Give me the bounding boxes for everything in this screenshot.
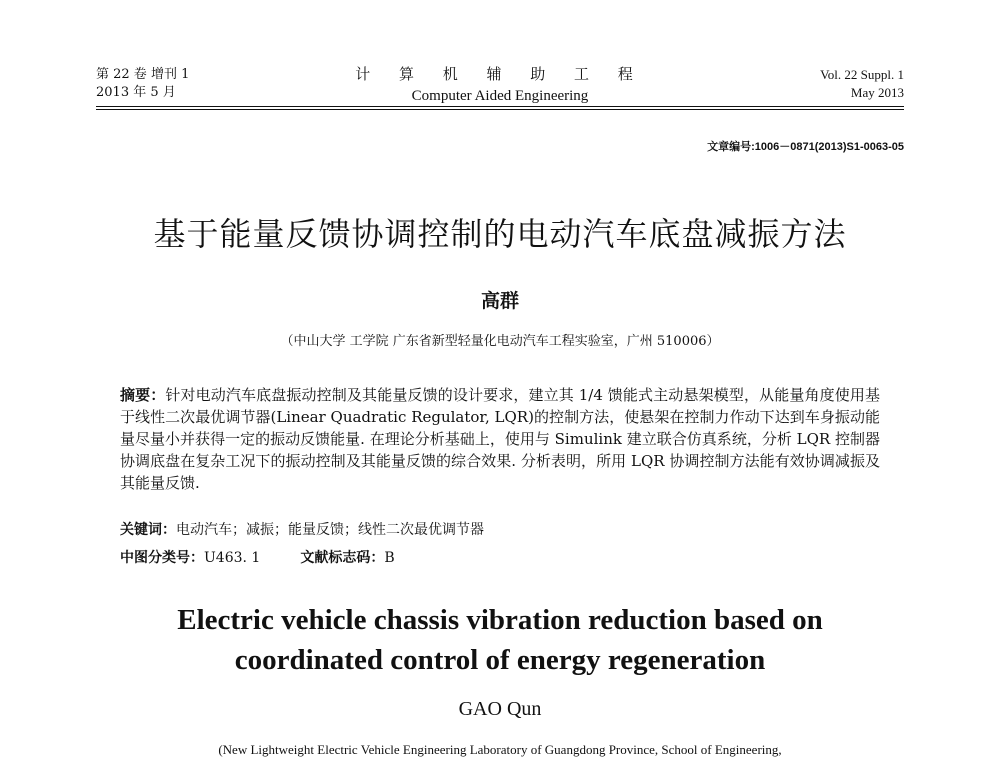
clc-value: U463. 1 <box>204 550 261 566</box>
doc-code-value: B <box>384 550 395 566</box>
date-en: May 2013 <box>850 85 904 100</box>
journal-issue-info <box>96 66 189 102</box>
clc-label: 中图分类号： <box>120 550 204 566</box>
paper-title-en-line1: Electric vehicle chassis vibration reduction based on <box>177 604 823 636</box>
paper-title-cn: 基于能量反馈协调控制的电动汽车底盘减振方法 <box>153 215 847 253</box>
affiliation-cn: （中山大学 工学院 广东省新型轻量化电动汽车工程实验室，广州 510006） <box>280 334 720 349</box>
paper-title-en <box>0 600 1000 680</box>
keywords-label: 关键词： <box>120 522 176 538</box>
keywords <box>120 520 484 540</box>
header-rule-bottom <box>96 109 904 110</box>
author-name-en: GAO Qun <box>458 698 542 720</box>
doc-code-label: 文献标志码： <box>300 550 385 566</box>
header-rule-top <box>96 106 904 107</box>
volume-issue-en: Vol. 22 Suppl. 1 <box>820 67 904 82</box>
abstract-text: 针对电动汽车底盘振动控制及其能量反馈的设计要求，建立其 1/4 馈能式主动悬架模型，从能量角度使用基于线性二次最优调节器(Linear Quadratic Regulator, LQR)的控制方法，使悬架在控制力作动下达到车身振动能量尽量小并获得一定的振动反馈能量. 在理论分析基础上，使用与 Simulink 建立联合仿真系统，分析 LQR 控制器协调底盘在复杂工况下的振动控制及其能量反馈的综合效果. 分析表明，所用 LQR 协调控制方法能有效协调减振及其能量反馈. <box>120 386 880 492</box>
article-number: 文章编号:1006－0871(2013)S1-0063-05 <box>707 141 904 153</box>
keywords-text: 电动汽车；减振；能量反馈；线性二次最优调节器 <box>176 522 484 538</box>
volume-issue-cn: 第 22 卷 增刊 1 <box>96 67 190 82</box>
date-cn: 2013 年 5 月 <box>96 85 176 100</box>
author-name-cn: 高群 <box>480 290 519 312</box>
journal-volume-info <box>820 66 904 102</box>
journal-name <box>330 64 670 106</box>
abstract <box>120 384 880 494</box>
journal-name-cn: 计 算 机 辅 助 工 程 <box>355 65 645 83</box>
journal-name-en: Computer Aided Engineering <box>411 88 589 104</box>
paper-title-en-line2: coordinated control of energy regeneration <box>234 644 766 676</box>
classification <box>120 548 395 568</box>
affiliation-en: (New Lightweight Electric Vehicle Engineering Laboratory of Guangdong Province, School of Engineering, <box>218 742 782 757</box>
abstract-label: 摘要： <box>120 386 166 404</box>
